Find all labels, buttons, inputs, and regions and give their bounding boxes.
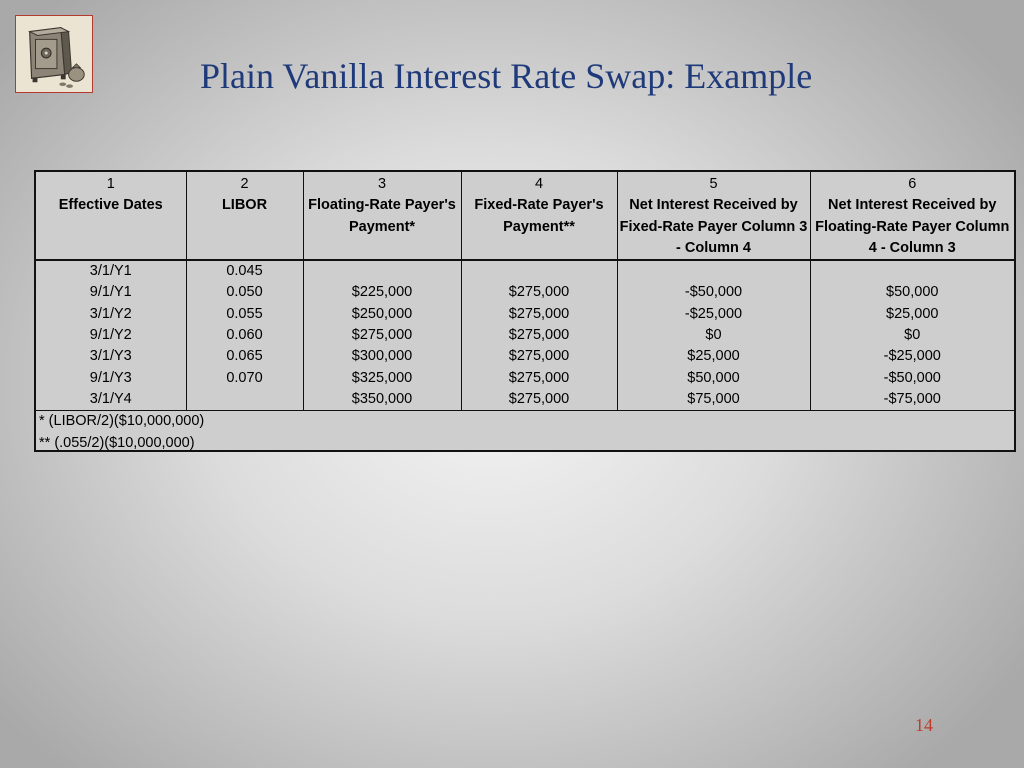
table-cell: $275,000 (461, 368, 617, 389)
table-cell: 3/1/Y2 (89, 305, 132, 322)
table-cell: $0 (810, 325, 1014, 346)
table-cell: -$25,000 (810, 346, 1014, 367)
column-header-fixed-payment (461, 172, 617, 260)
column-number: 4 (534, 176, 544, 192)
table-cell: $75,000 (617, 389, 810, 411)
column-header-net-fixed-payer (617, 172, 810, 260)
column-number: 2 (240, 176, 249, 192)
table-cell: -$25,000 (617, 304, 810, 325)
table-cell (461, 260, 617, 282)
table-cell: $50,000 (810, 282, 1014, 303)
table-cell: $25,000 (617, 346, 810, 367)
column-number: 5 (709, 176, 718, 192)
footnote: * (LIBOR/2)($10,000,000) (39, 413, 205, 430)
table-cell: $225,000 (303, 282, 461, 303)
table-cell: 0.065 (186, 346, 303, 367)
swap-table-grid (36, 172, 1014, 454)
table-cell: $275,000 (461, 389, 617, 411)
table-header-row (36, 172, 1014, 260)
notes-row (36, 411, 1014, 454)
page-title: Plain Vanilla Interest Rate Swap: Example (200, 56, 813, 96)
column-header-effective-dates (36, 172, 186, 260)
table-row (36, 260, 1014, 282)
column-header-net-floating-payer (810, 172, 1014, 260)
table-cell: 3/1/Y4 (89, 390, 132, 407)
table-cell: 9/1/Y1 (89, 284, 132, 301)
table-row (36, 346, 1014, 367)
table-cell: $350,000 (303, 389, 461, 411)
table-cell: $0 (617, 325, 810, 346)
table-row (36, 325, 1014, 346)
table-cell: $300,000 (303, 346, 461, 367)
column-label: Net Interest Received by Fixed-Rate Payer Column 3 - Column 4 (619, 197, 808, 256)
notes-cell (36, 411, 1014, 454)
table-cell: $25,000 (810, 304, 1014, 325)
table-cell: -$50,000 (617, 282, 810, 303)
column-number: 6 (908, 176, 917, 192)
table-cell: 9/1/Y3 (89, 369, 132, 386)
page-number: 14 (915, 715, 933, 735)
table-cell: $275,000 (461, 346, 617, 367)
table-cell: -$75,000 (810, 389, 1014, 411)
column-number: 3 (377, 176, 387, 192)
table-cell: $50,000 (617, 368, 810, 389)
column-label: Fixed-Rate Payer's Payment** (474, 197, 604, 235)
table-row (36, 368, 1014, 389)
logo (15, 15, 93, 93)
table-cell: 0.050 (186, 282, 303, 303)
table-cell: 0.055 (186, 304, 303, 325)
column-header-floating-payment (303, 172, 461, 260)
table-cell: $275,000 (303, 325, 461, 346)
table-cell: $275,000 (461, 325, 617, 346)
table-cell: $250,000 (303, 304, 461, 325)
table-cell: 0.045 (186, 260, 303, 282)
table-body (36, 260, 1014, 411)
table-cell: 3/1/Y1 (89, 263, 132, 280)
column-label: Floating-Rate Payer's Payment* (308, 197, 456, 235)
column-label: Net Interest Received by Floating-Rate Payer Column 4 - Column 3 (815, 197, 1010, 256)
table-cell: 0.060 (186, 325, 303, 346)
table-cell: -$50,000 (810, 368, 1014, 389)
table-cell (617, 260, 810, 282)
footnote: ** (.055/2)($10,000,000) (39, 434, 195, 451)
column-label: Effective Dates (58, 197, 163, 214)
table-row (36, 282, 1014, 303)
table-cell (303, 260, 461, 282)
table-cell: $275,000 (461, 282, 617, 303)
table-cell (810, 260, 1014, 282)
table-cell: $325,000 (303, 368, 461, 389)
safe-icon (16, 16, 92, 92)
column-number: 1 (106, 176, 115, 192)
table-row (36, 389, 1014, 411)
table-cell: 0.070 (186, 368, 303, 389)
table-row (36, 304, 1014, 325)
table-cell: 3/1/Y3 (89, 348, 132, 365)
table-cell: 9/1/Y2 (89, 327, 132, 344)
column-label: LIBOR (221, 197, 268, 214)
column-header-libor (186, 172, 303, 260)
swap-table (34, 170, 1016, 452)
table-cell (186, 389, 303, 411)
table-cell: $275,000 (461, 304, 617, 325)
